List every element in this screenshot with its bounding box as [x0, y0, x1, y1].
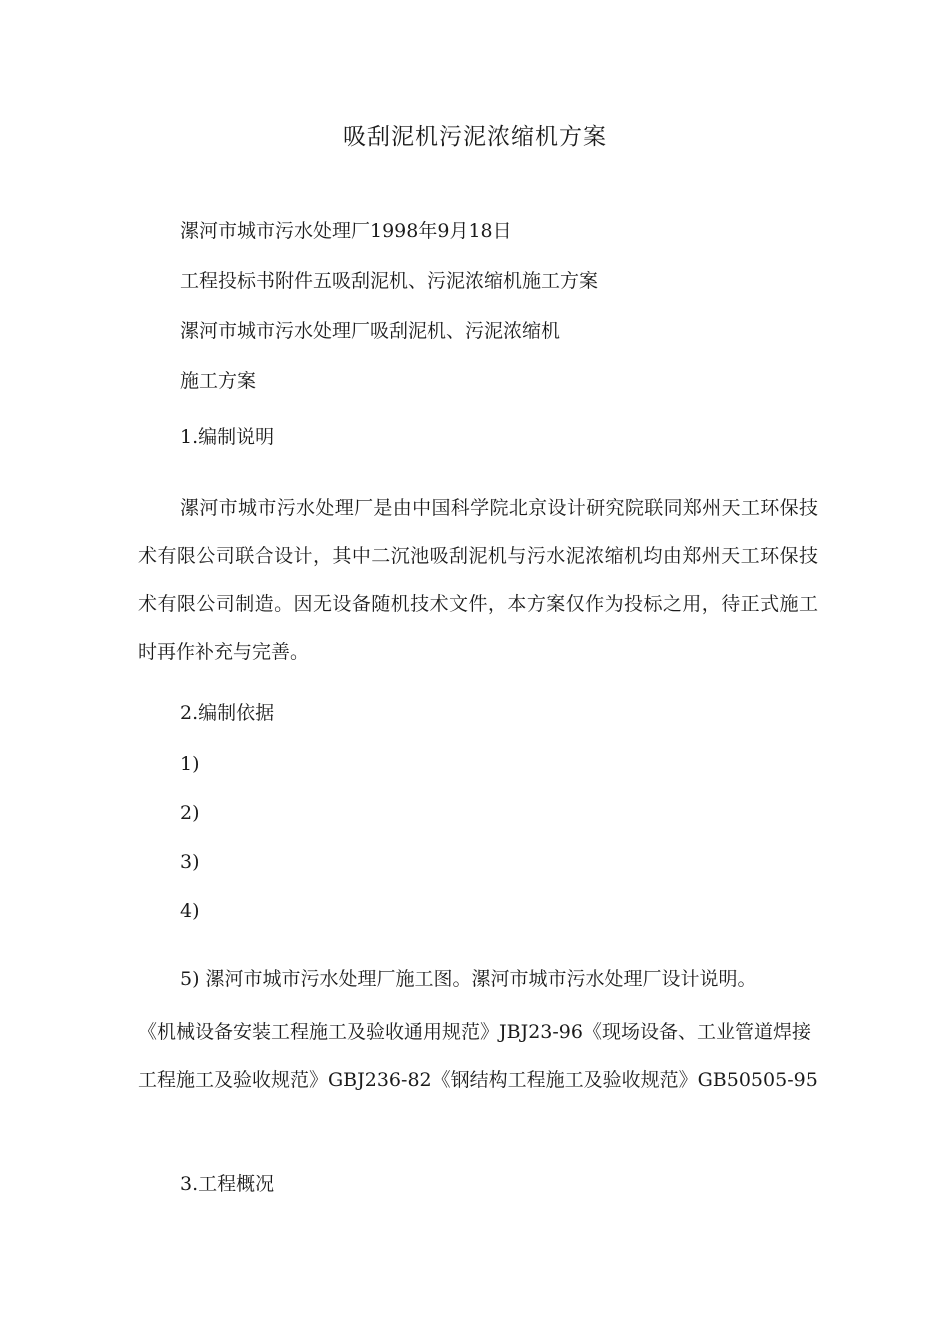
basis-item-1: 1) — [180, 753, 200, 775]
references-paragraph: 《机械设备安装工程施工及验收通用规范》JBJ23-96《现场设备、工业管道焊接工程施工及验收规范》GBJ236-82《钢结构工程施工及验收规范》GB50505-95 — [138, 1021, 818, 1091]
basis-item-2: 2) — [180, 802, 200, 824]
basis-item-4: 4) — [180, 900, 200, 922]
section-heading-1: 1.编制说明 — [180, 426, 275, 448]
header-line-plan: 施工方案 — [180, 370, 257, 392]
document-title: 吸刮泥机污泥浓缩机方案 — [343, 124, 607, 150]
basis-item-5: 5) 漯河市城市污水处理厂施工图。漯河市城市污水处理厂设计说明。 — [180, 968, 757, 990]
header-line-tender-attachment: 工程投标书附件五吸刮泥机、污泥浓缩机施工方案 — [180, 270, 599, 292]
header-line-project-name: 漯河市城市污水处理厂吸刮泥机、污泥浓缩机 — [180, 320, 561, 342]
section-heading-3: 3.工程概况 — [180, 1173, 275, 1195]
section-1-body: 漯河市城市污水处理厂是由中国科学院北京设计研究院联同郑州天工环保技术有限公司联合设计，其中二沉池吸刮泥机与污水泥浓缩机均由郑州天工环保技术有限公司制造。因无设备随机技术文件，本方案仅作为投标之用，待正式施工时再作补充与完善。 — [138, 497, 818, 663]
section-heading-2: 2.编制依据 — [180, 702, 275, 724]
header-line-org-date: 漯河市城市污水处理厂1998年9月18日 — [180, 220, 512, 242]
basis-item-3: 3) — [180, 851, 200, 873]
